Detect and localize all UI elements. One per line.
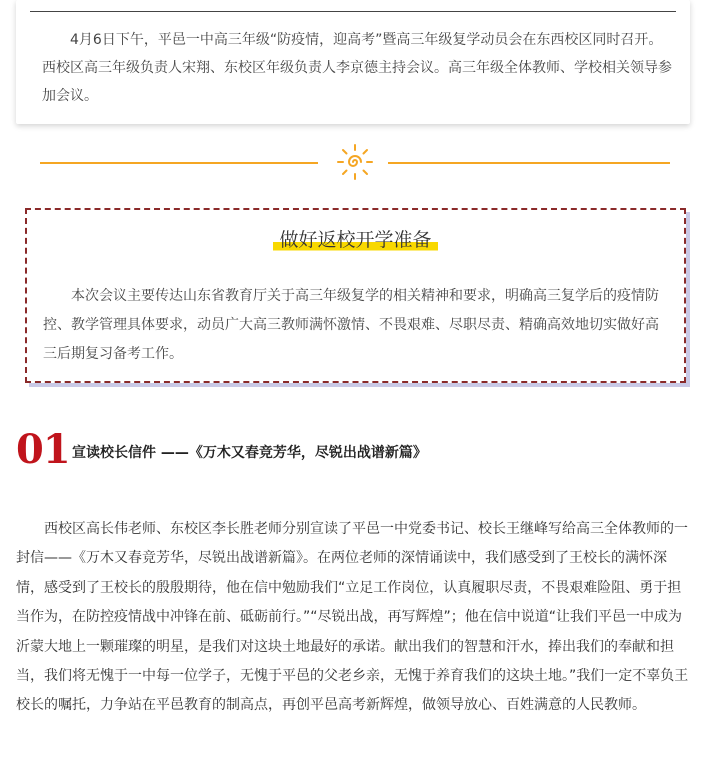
section-title: 宣读校长信件 ——《万木又春竞芳华，尽锐出战谱新篇》 (72, 445, 427, 461)
intro-card (16, 0, 690, 124)
section-number: 01 (16, 426, 70, 473)
divider-line-right (388, 162, 670, 164)
top-rule (30, 11, 676, 12)
section-box-heading-text: 做好返校开学准备 (273, 226, 437, 254)
divider-line-left (40, 162, 318, 164)
dashed-section-box (25, 208, 686, 383)
intro-paragraph: 4月6日下午，平邑一中高三年级“防疫情，迎高考”暨高三年级复学动员会在东西校区同时召开。西校区高三年级负责人宋翔、东校区年级负责人李京德主持会议。高三年级全体教师、学校相关领导参加会议。 (42, 32, 672, 104)
section-box-paragraph: 本次会议主要传达山东省教育厅关于高三年级复学的相关精神和要求，明确高三复学后的疫情防控、教学管理具体要求，动员广大高三教师满怀激情、不畏艰难、尽职尽责、精确高效地切实做好高三后期复习备考工作。 (43, 288, 659, 362)
section-1-paragraph: 西校区高长伟老师、东校区李长胜老师分别宣读了平邑一中党委书记、校长王继峰写给高三全体教师的一封信——《万木又春竞芳华，尽锐出战谱新篇》。在两位老师的深情诵读中，我们感受到了王校长的满怀深情，感受到了王校长的殷殷期待，他在信中勉励我们“立足工作岗位，认真履职尽责，不畏艰难险阻、勇于担当作为，在防控疫情战中冲锋在前、砥砺前行。”“尽锐出战，再写辉煌”；他在信中说道“让我们平邑一中成为沂蒙大地上一颗璀璨的明星，是我们对这块土地最好的承诺。献出我们的智慧和汗水，捧出我们的奉献和担当，我们将无愧于一中每一位学子，无愧于平邑的父老乡亲，无愧于养育我们的这块土地。”我们一定不辜负王校长的嘱托，力争站在平邑教育的制高点，再创平邑高考新辉煌，做领导放心、百姓满意的人民教师。 (16, 521, 689, 714)
sun-swirl-icon (333, 140, 377, 184)
section-box-heading (27, 226, 684, 254)
decorative-divider (40, 138, 670, 186)
